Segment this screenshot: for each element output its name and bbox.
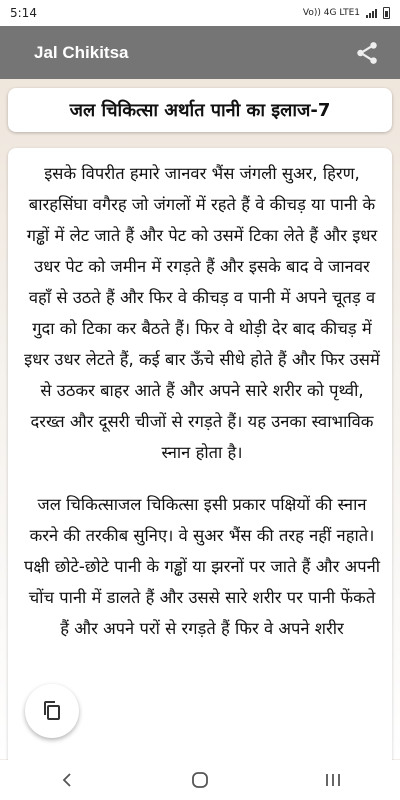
- status-bar: [0, 0, 400, 26]
- back-button[interactable]: [47, 760, 87, 800]
- article-paragraph: जल चिकित्साजल चिकित्सा इसी प्रकार पक्षियों की स्नान करने की तरकीब सुनिए। वे सुअर भैंस की तरह नहीं नहाते। पक्षी छोटे-छोटे पानी के गड्ढों या झरनों पर जाते हैं और अपनी चोंच पानी में डालते हैं और उससे सारे शरीर पर पानी फेंकते हैं और अपने परों से रगड़ते हैं फिर वे अपने शरीर: [23, 495, 381, 638]
- recents-button[interactable]: [313, 760, 353, 800]
- article-title-card: [8, 88, 392, 132]
- signal-icon: [366, 9, 377, 18]
- share-icon[interactable]: [354, 40, 380, 66]
- copy-button[interactable]: [25, 684, 79, 738]
- network-label: Vo)) 4G LTE1: [302, 8, 360, 18]
- copy-icon: [42, 700, 62, 722]
- navigation-bar: [0, 760, 400, 800]
- article-title: जल चिकित्सा अर्थात पानी का इलाज-7: [69, 100, 331, 121]
- status-icons: [303, 7, 390, 19]
- article-content-card[interactable]: [8, 148, 392, 760]
- status-time: 5:14: [10, 6, 37, 20]
- battery-icon: [383, 7, 390, 19]
- article-paragraph: इसके विपरीत हमारे जानवर भैंस जंगली सुअर, हिरण, बारहसिंघा वगैरह जो जंगलों में रहते हैं वे कीचड़ या पानी के गड्ढों में लेट जाते हैं और पेट को उसमें टिका लेते हैं और इधर उधर पेट को जमीन में रगड़ते हैं और इसके बाद वे जानवर वहाँ से उठते हैं और फिर वे कीचड़ व पानी में अपने चूतड़ व गुदा को टिका कर बैठते हैं। फिर वे थोड़ी देर बाद कीचड़ में इधर उधर लेटते हैं, कई बार ऊँचे सीधे होते हैं और फिर उसमें से उठकर बाहर आते हैं और अपने सारे शरीर को पृथ्वी, दरख्त और दूसरी चीजों से रगड़ते हैं। यह उनका स्वाभाविक स्नान होता है।: [24, 164, 380, 462]
- recents-icon: [324, 772, 342, 788]
- article-body: [8, 148, 392, 644]
- home-icon: [191, 771, 209, 789]
- app-bar: [0, 26, 400, 79]
- back-icon: [60, 772, 74, 788]
- home-button[interactable]: [180, 760, 220, 800]
- app-title: Jal Chikitsa: [34, 42, 129, 62]
